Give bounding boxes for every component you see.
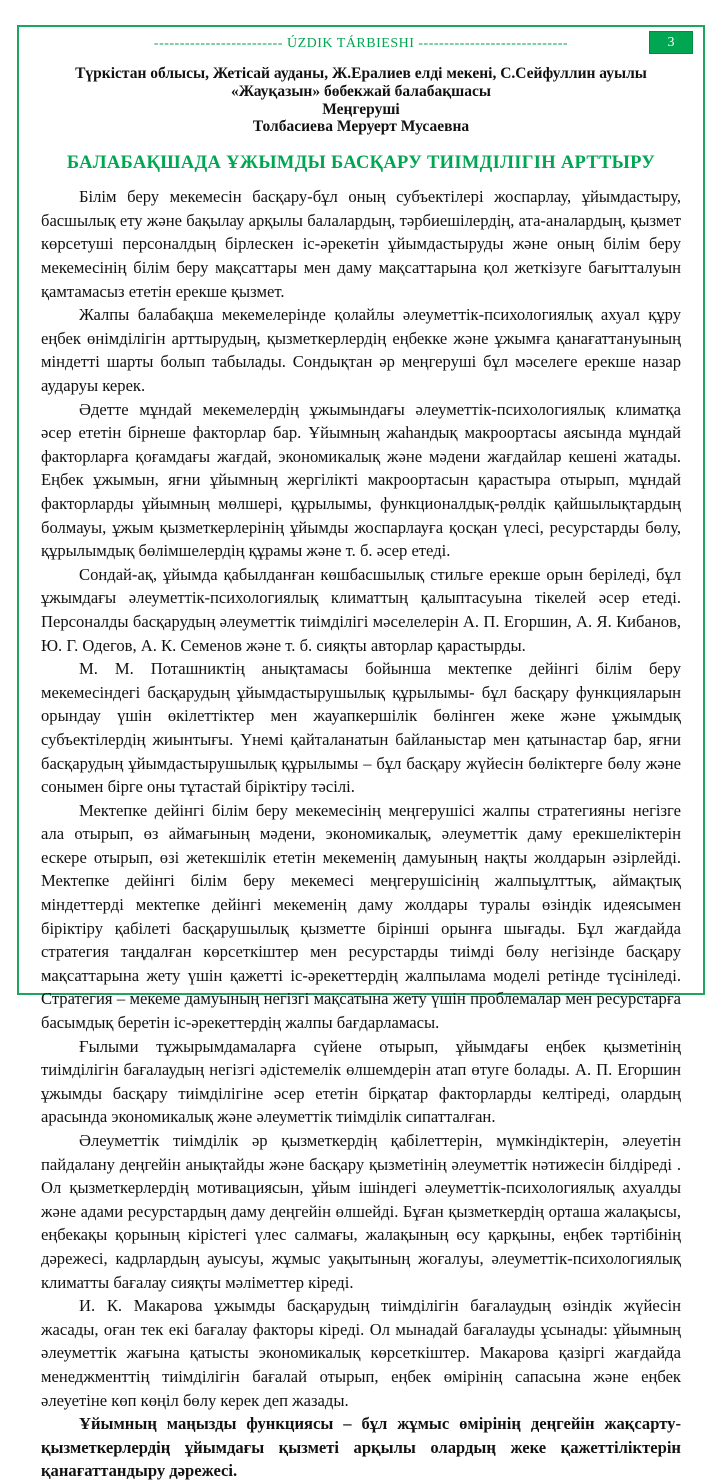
masthead-dashes-left: ------------------------- (153, 36, 283, 51)
page-content (19, 27, 703, 1481)
paragraph: Сондай-ақ, ұйымда қабылданған көшбасшылық стильге ерекше орын беріледі, бұл ұжымдағы әлеуметтік-психологиялық климаттың қалыптасуына тікелей әсер етеді. Персоналды басқарудың әлеуметтік тиімділігі мәселелерін А. П. Егоршин, А. Я. Кибанов, Ю. Г. Одегов, А. К. Семенов және т. б. сияқты авторлар қарастырды. (41, 564, 681, 655)
paragraph: Әлеуметтік тиімділік әр қызметкердің қабілеттерін, мүмкіндіктерін, әлеуетін пайдалану деңгейін анықтайды және басқару қызметінің әлеуметтік нәтижесін білдіреді . Ол қызметкерлердің мотивациясын, ұйым ішіндегі әлеуметтік-психологиялық ахуалды және адами ресурстардың даму деңгейін өлшейді. Бұған қызметкердің орташа жалақысы, еңбекақы қорының кірістегі үлес салмағы, жалақының өсу қарқыны, еңбек тәртібінің дәрежесі, кадрлардың ауысуы, жұмыс уақытының жоғалуы, әлеуметтік-психологиялық климатты бағалау сияқты мәліметтер кіреді. (41, 1131, 681, 1292)
title-line-location: Түркістан облысы, Жетісай ауданы, Ж.Ералиев елді мекені, С.Сейфуллин ауылы (75, 65, 647, 82)
masthead-dashes-right: ----------------------------- (418, 36, 569, 51)
paragraph: Мектепке дейінгі білім беру мекемесінің меңгерушісі жалпы стратегияны негізге ала отырып, өз аймағының мәдени, экономикалық, әлеуметтік даму ерекшеліктерін ескере отырып, өзі жетекшілік ететін мекеменің дамуының нақты жолдарын әзірлейді. Мектепке дейінгі білім беру мекемесі меңгерушісінің жалпыұлттық, аймақтық міндеттерді мектепке дейінгі мекеменің даму жолдары туралы өзіндік идеясымен біріктіру қабілеті басқарушылық қызметте бірінші орынға шығады. Бұл жағдайда стратегия таңдалған көрсеткіштер мен ресурстарды тиімді бөлу негізінде басқару мақсаттарына жету үшін қажетті іс-әрекеттердің жалпылама моделі ретінде түсініледі. Стратегия – мекеме дамуының негізгі мақсатына жету үшін проблемалар мен ресурстарға басымдық беретін іс-әрекеттердің жалпы бағдарламасы. (41, 800, 681, 1033)
paragraph: Жалпы балабақша мекемелерінде қолайлы әлеуметтік-психологиялық ахуал құру еңбек өнімділігін арттырудың, қызметкерлердің еңбекке және ұжымға қанағаттануының міндетті шарты болып табылады. Сондықтан әр меңгеруші бұл мәселеге ерекше назар аударуы керек. (41, 305, 681, 395)
title-line-author: Толбасиева Меруерт Мусаевна (252, 118, 470, 136)
page-number-badge: 3 (649, 31, 693, 54)
article-body (41, 185, 681, 1483)
paragraph: Әдетте мұндай мекемелердің ұжымындағы әлеуметтік-психологиялық климатқа әсер ететін бірнеше факторлар бар. Ұйымның жаһандық макроортасы аясында мұндай факторларға қоғамдағы жағдай, экономикалық және мәдени жағдайлар кешені жатады. Еңбек ұжымын, яғни ұйымның жергілікті макроортасын қарастыра отырып, мұндай факторларды ұйымның мөлшері, құрылымы, функционалдық-рөлдік қайшылықтардың болмауы, ұжым қызметкерлерінің ұйымды жоспарлауға қосқан үлесі, ресурстарды бөлу, құрылымдық бөлімшелердің құрамы және т. б. әсер етеді. (41, 399, 681, 561)
title-line-role: Меңгеруші (322, 100, 400, 118)
paragraph: Ғылыми тұжырымдамаларға сүйене отырып, ұйымдағы еңбек қызметінің тиімділігін бағалаудың негізгі әдістемелік өлшемдерін атап өтуге болады. А. П. Егоршин ұжымды басқару тиімділігіне әсер ететін бірқатар факторларды келтіреді, олардың арасында экономикалық және әлеуметтік тиімділік сипатталған. (41, 1036, 681, 1127)
paragraph: Білім беру мекемесін басқару-бұл оның субъектілері жоспарлау, ұйымдастыру, басшылық ету және бақылау арқылы балалардың, тәрбиешілердің, ата-аналардың, қызмет көрсетуші персоналдың бірлескен іс-әрекетін ұйымдастыруды және оның білім беру мекемесінің білім беру мақсаттары мен даму мақсаттарына қол жеткізуге бағытталуын қамтамасыз ететін ерекше қызмет. (41, 187, 681, 301)
masthead-title: ÚZDIK TÁRBIESHI (286, 36, 415, 51)
paragraph-closing: Ұйымның маңызды функциясы – бұл жұмыс өмірінің деңгейін жақсарту-қызметкерлердің ұйымдағы қызметі арқылы олардың жеке қажеттіліктерін қанағаттандыру дәрежесі. (41, 1414, 681, 1481)
masthead (41, 36, 681, 52)
paragraph: И. К. Макарова ұжымды басқарудың тиімділігін бағалаудың өзіндік жүйесін жасады, оған тек екі бағалау факторы кіреді. Ол мынадай бағалауды ұсынады: ұйымның әлеуметтік жағына қатысты экономикалық көрсеткіштер. Макарова қазіргі жағдайда менеджменттің тиімділігін бағалай отырып, еңбек өмірінің сапасына және еңбек әлеуетіне көп көңіл бөлу керек деп жазады. (41, 1296, 681, 1410)
page-border-frame (17, 25, 705, 1481)
article-heading: БАЛАБАҚШАДА ҰЖЫМДЫ БАСҚАРУ ТИІМДІЛІГІН АРТТЫРУ (66, 153, 656, 174)
paragraph: М. М. Поташниктің анықтамасы бойынша мектепке дейінгі білім беру мекемесіндегі басқарудың ұйымдастырушылық құрылымы- бұл басқару функцияларын орындау үшін өкілеттіктер мен жауапкершілік бөлінген жеке және ұжымдық субъектілердің жиынтығы. Үнемі қайталанатын байланыстар мен қатынастар бар, яғни басқарудың ұйымдастырушылық құрылымы – бұл басқару жүйесін бөліктерге бөлу және сонымен бірге оны тұтастай біріктіру тәсілі. (41, 659, 681, 797)
title-block (41, 65, 681, 136)
title-line-kindergarten: «Жауқазын» бөбекжай балабақшасы (231, 82, 491, 100)
